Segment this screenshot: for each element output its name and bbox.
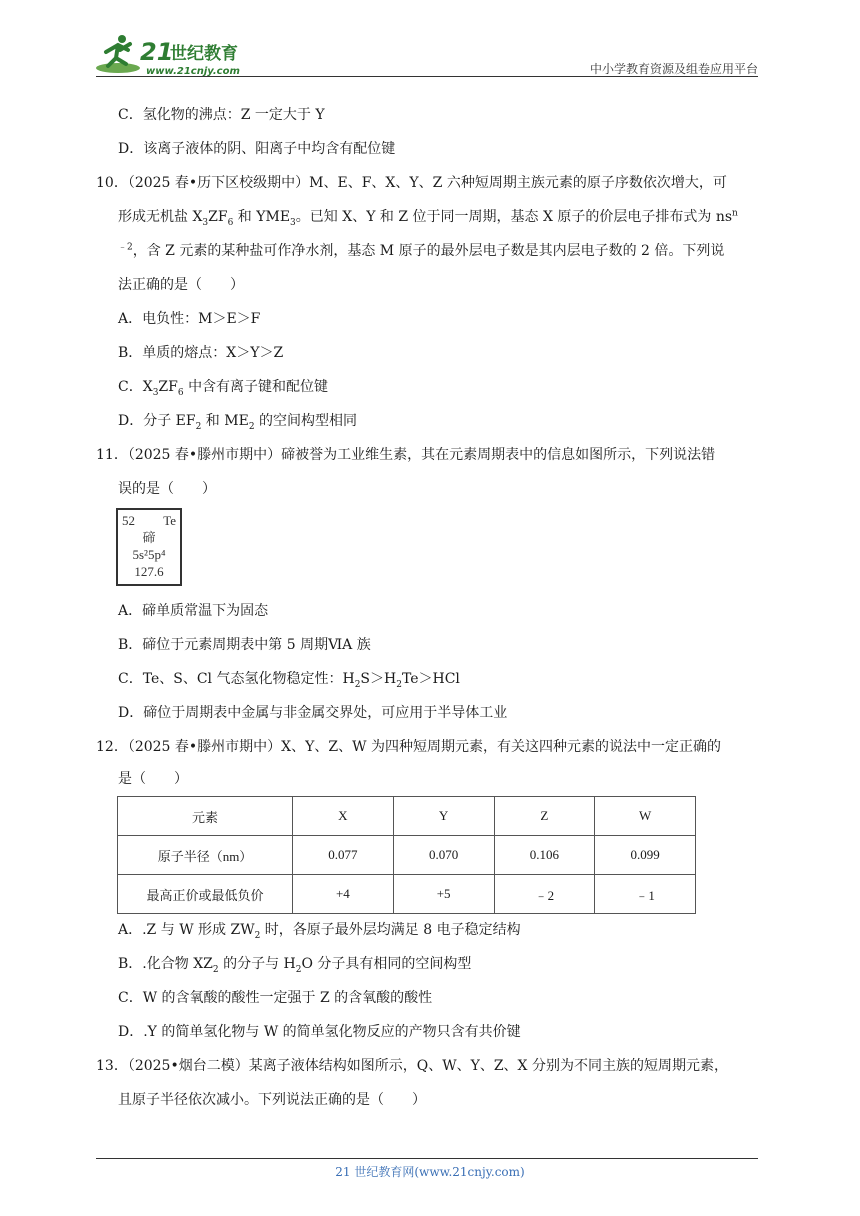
- atomic-number: 52: [122, 513, 135, 528]
- q10-stem-line1: 10．（2025 春•历下区校级期中）M、E、F、X、Y、Z 六种短周期主族元素的原子序数依次增大，可: [96, 175, 727, 191]
- table-header-row: [118, 797, 696, 836]
- footer-link[interactable]: 21 世纪教育网(www.21cnjy.com): [335, 1165, 525, 1179]
- table-cell: ﹣1: [595, 875, 696, 914]
- element-symbol: Te: [163, 513, 176, 528]
- q10-option-a: A．电负性：M＞E＞F: [118, 311, 261, 327]
- q11-stem-line2: 误的是（ ）: [118, 481, 216, 497]
- table-cell: ﹣2: [494, 875, 595, 914]
- table-cell: 0.077: [293, 836, 394, 875]
- q13-stem-line1: 13．（2025•烟台二模）某离子液体结构如图所示，Q、W、Y、Z、X 分别为不同主族的短周期元素，: [96, 1058, 728, 1074]
- q11-option-c: C．Te、S、Cl 气态氢化物稳定性：$H_2S>H_2Te>HCl$: [118, 671, 460, 690]
- table-cell: 原子半径（nm）: [118, 836, 293, 875]
- svg-text:www.21cnjy.com: www.21cnjy.com: [146, 66, 240, 77]
- footer-divider: [96, 1158, 758, 1159]
- table-row: [118, 836, 696, 875]
- prev-option-d: D．该离子液体的阴、阳离子中均含有配位键: [118, 141, 396, 157]
- table-cell: 元素: [118, 797, 293, 836]
- header-divider: [96, 76, 758, 77]
- table-cell: Y: [393, 797, 494, 836]
- table-cell: X: [293, 797, 394, 836]
- electron-config: 5s²5p⁴: [132, 547, 166, 562]
- table-cell: 0.106: [494, 836, 595, 875]
- table-cell: 0.099: [595, 836, 696, 875]
- q13-stem-line2: 且原子半径依次减小。下列说法正确的是（ ）: [118, 1092, 426, 1108]
- q11-option-b: B．碲位于元素周期表中第 5 周期ⅥA 族: [118, 637, 371, 653]
- table-cell: +5: [393, 875, 494, 914]
- q12-option-a: A．.Z 与 W 形成 $ZW_2$ 时，各原子最外层均满足 8 电子稳定结构: [118, 922, 521, 941]
- q11-stem-line1: 11．（2025 春•滕州市期中）碲被誉为工业维生素，其在元素周期表中的信息如图所示，下列说法错: [96, 447, 716, 463]
- q10-stem-line3: $^{﹣2}$，含 Z 元素的某种盐可作净水剂，基态 M 原子的最外层电子数是其内层电子数的 2 倍。下列说: [118, 242, 725, 259]
- atomic-mass: 127.6: [134, 564, 164, 579]
- element-data-table: [117, 796, 696, 914]
- logo-21cnjy: [96, 30, 266, 78]
- q10-stem-line2: 形成无机盐 $X_3ZF_6$ 和 $YME_3$。已知 X、Y 和 Z 位于同一周期，基态 X 原子的价层电子排布式为 $ns^n$: [118, 208, 738, 228]
- element-tile-te: [116, 508, 182, 586]
- page-header: [96, 30, 758, 78]
- q11-option-d: D．碲位于周期表中金属与非金属交界处，可应用于半导体工业: [118, 705, 508, 721]
- q12-option-d: D．.Y 的简单氢化物与 W 的简单氢化物反应的产物只含有共价键: [118, 1024, 521, 1040]
- table-cell: 0.070: [393, 836, 494, 875]
- svg-text:21: 21: [140, 38, 174, 66]
- prev-option-c: C．氢化物的沸点：Z 一定大于 Y: [118, 107, 325, 123]
- table-cell: Z: [494, 797, 595, 836]
- q12-stem-line2: 是（ ）: [118, 771, 188, 787]
- table-row: [118, 875, 696, 914]
- q10-option-c: C．$X_3ZF_6$ 中含有离子键和配位键: [118, 379, 329, 398]
- svg-text:世纪教育: 世纪教育: [170, 44, 238, 64]
- table-cell: +4: [293, 875, 394, 914]
- element-name: 碲: [142, 530, 156, 545]
- q12-option-c: C．W 的含氧酸的酸性一定强于 Z 的含氧酸的酸性: [118, 990, 433, 1006]
- table-cell: W: [595, 797, 696, 836]
- q12-stem-line1: 12．（2025 春•滕州市期中）X、Y、Z、W 为四种短周期元素，有关这四种元素的说法中一定正确的: [96, 739, 721, 755]
- q10-option-b: B．单质的熔点：X＞Y＞Z: [118, 345, 284, 361]
- platform-title: 中小学教育资源及组卷应用平台: [589, 62, 758, 76]
- q10-option-d: D．分子 $EF_2$ 和 $ME_2$ 的空间构型相同: [118, 413, 357, 432]
- q11-option-a: A．碲单质常温下为固态: [118, 603, 269, 619]
- q12-option-b: B．.化合物 $XZ_2$ 的分子与 $H_2O$ 分子具有相同的空间构型: [118, 956, 472, 975]
- q10-stem-line4: 法正确的是（ ）: [118, 277, 244, 293]
- table-cell: 最高正价或最低负价: [118, 875, 293, 914]
